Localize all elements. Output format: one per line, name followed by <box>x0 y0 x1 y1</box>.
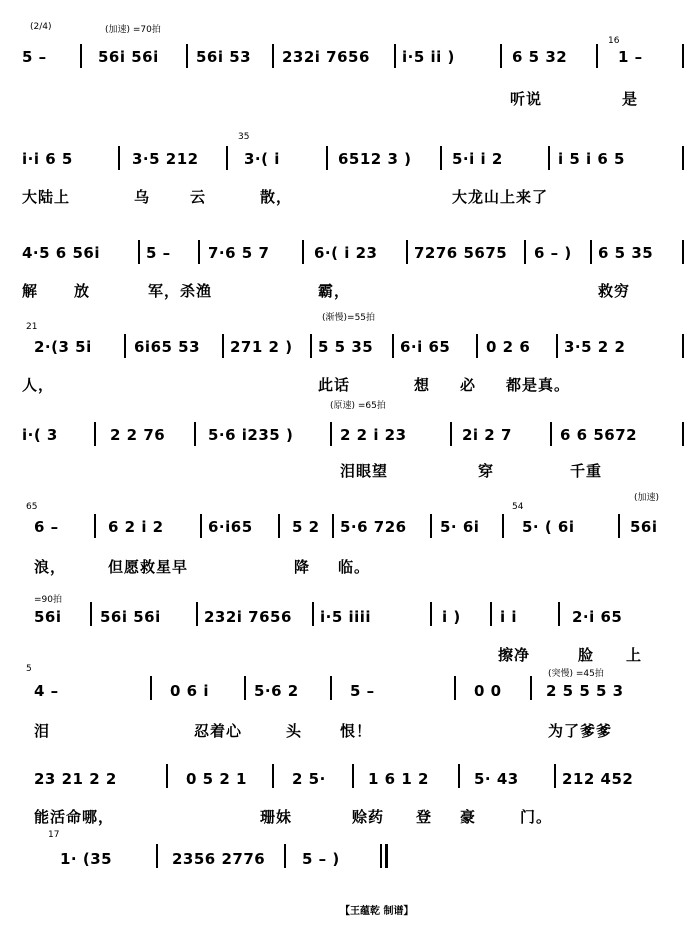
bar-line <box>326 146 328 170</box>
lyric: 能活命哪， <box>34 808 115 826</box>
bar-line <box>352 764 354 788</box>
lyric: 此话 <box>318 376 351 394</box>
note-group: 56i 53 <box>196 48 252 66</box>
note-group: 6·i 65 <box>400 338 451 356</box>
bar-line <box>124 334 126 358</box>
note-group: 6 2 i 2 <box>108 518 164 536</box>
bar-line <box>272 44 274 68</box>
note-group: 6 6 5672 <box>560 426 638 444</box>
bar-line <box>80 44 82 68</box>
lyric: 登 <box>416 808 433 826</box>
note-group: 4·5 6 56i <box>22 244 100 262</box>
note-group: 5 – <box>22 48 47 66</box>
lyric: 想 <box>414 376 431 394</box>
bar-line <box>94 514 96 538</box>
bar-line <box>618 514 620 538</box>
note-group: 6·( i 23 <box>314 244 378 262</box>
note-group: 5· ( 6i <box>522 518 575 536</box>
note-group: 5 – ) <box>302 850 340 868</box>
lyric: 门。 <box>520 808 553 826</box>
bar-line <box>682 146 684 170</box>
bar-line <box>90 602 92 626</box>
score-line-1 <box>0 20 697 120</box>
lyric: 为了爹爹 <box>548 722 613 740</box>
note-group: 2·i 65 <box>572 608 623 626</box>
lyric: 必 <box>460 376 477 394</box>
lyric: 都是真。 <box>506 376 571 394</box>
note-group: 56i 56i <box>100 608 161 626</box>
bar-line <box>554 764 556 788</box>
bar-line <box>200 514 202 538</box>
bar-line <box>118 146 120 170</box>
note-group: 6 – <box>34 518 59 536</box>
bar-line <box>682 422 684 446</box>
note-group: 232i 7656 <box>204 608 292 626</box>
duration-mark: 5 <box>26 664 32 674</box>
bar-line <box>430 514 432 538</box>
bar-line <box>284 844 286 868</box>
note-group: 0 2 6 <box>486 338 531 356</box>
lyric: 恨！ <box>340 722 373 740</box>
note-group: i 5 i 6 5 <box>558 150 625 168</box>
note-group: 6 5 35 <box>598 244 654 262</box>
note-group: 6512 3 ) <box>338 150 412 168</box>
lyric: 放 <box>74 282 91 300</box>
transcriber-credit: 【王蕴乾 制谱】 <box>340 906 414 917</box>
duration-mark: 54 <box>512 502 524 512</box>
note-group: 5 2 <box>292 518 320 536</box>
score-line-6 <box>0 486 697 586</box>
bar-line <box>392 334 394 358</box>
lyric: 救穷 <box>598 282 631 300</box>
note-group: 23 21 2 2 <box>34 770 117 788</box>
lyric: 浪， <box>34 558 67 576</box>
lyric: 是 <box>622 90 639 108</box>
bar-line <box>548 146 550 170</box>
bar-line <box>166 764 168 788</box>
bar-line <box>530 676 532 700</box>
bar-line <box>312 602 314 626</box>
note-group: 5 5 35 <box>318 338 374 356</box>
bar-line <box>302 240 304 264</box>
note-group: 6i65 53 <box>134 338 201 356</box>
tempo-marking: (原速) =65拍 <box>330 401 386 411</box>
duration-mark: 35 <box>238 132 250 142</box>
lyric: 解 <box>22 282 39 300</box>
score-line-8 <box>0 660 697 760</box>
lyric: 临。 <box>338 558 371 576</box>
note-group: 5 – <box>350 682 375 700</box>
bar-line <box>524 240 526 264</box>
note-group: 0 6 i <box>170 682 209 700</box>
note-group: 2356 2776 <box>172 850 266 868</box>
bar-line <box>186 44 188 68</box>
bar-line <box>590 240 592 264</box>
bar-line <box>556 334 558 358</box>
lyric: 降 <box>294 558 311 576</box>
bar-line <box>310 334 312 358</box>
note-group: i i <box>500 608 518 626</box>
lyric: 乌 <box>134 188 151 206</box>
note-group: 6 – ) <box>534 244 572 262</box>
lyric: 但愿救星早 <box>108 558 189 576</box>
note-group: 1 6 1 2 <box>368 770 429 788</box>
bar-line <box>330 422 332 446</box>
note-group: 2i 2 7 <box>462 426 512 444</box>
bar-line <box>330 676 332 700</box>
note-group: 3·( i <box>244 150 280 168</box>
lyric: 豪 <box>460 808 477 826</box>
bar-line <box>278 514 280 538</box>
bar-line <box>332 514 334 538</box>
note-group: 4 – <box>34 682 59 700</box>
note-group: 2 5 5 5 3 <box>546 682 624 700</box>
lyric: 云 <box>190 188 207 206</box>
lyric: 千重 <box>570 462 603 480</box>
note-group: 3·5 2 2 <box>564 338 626 356</box>
bar-line <box>138 240 140 264</box>
note-group: 5· 43 <box>474 770 519 788</box>
score-line-4 <box>0 306 697 406</box>
lyric: 头 <box>286 722 303 740</box>
note-group: 5· 6i <box>440 518 480 536</box>
bar-line <box>558 602 560 626</box>
bar-line <box>682 44 684 68</box>
bar-line <box>150 676 152 700</box>
key-signature: (2/4) <box>30 22 52 32</box>
note-group: 56i <box>630 518 658 536</box>
final-bar-line-thick <box>385 844 388 868</box>
bar-line <box>682 334 684 358</box>
note-group: 1 – <box>618 48 643 66</box>
final-bar-line <box>380 844 382 868</box>
note-group: 212 452 <box>562 770 634 788</box>
duration-mark: 65 <box>26 502 38 512</box>
tempo-marking: =90拍 <box>34 595 62 605</box>
note-group: 56i <box>34 608 62 626</box>
lyric: 散， <box>260 188 293 206</box>
bar-line <box>450 422 452 446</box>
note-group: 7·6 5 7 <box>208 244 270 262</box>
bar-line <box>454 676 456 700</box>
bar-line <box>194 422 196 446</box>
note-group: 5·6 2 <box>254 682 299 700</box>
bar-line <box>94 422 96 446</box>
lyric: 穿 <box>478 462 495 480</box>
bar-line <box>394 44 396 68</box>
note-group: 6 5 32 <box>512 48 568 66</box>
tempo-marking: (渐慢)=55拍 <box>322 313 376 323</box>
bar-line <box>502 514 504 538</box>
note-group: 271 2 ) <box>230 338 293 356</box>
note-group: i ) <box>442 608 461 626</box>
bar-line <box>196 602 198 626</box>
duration-mark: 21 <box>26 322 38 332</box>
bar-line <box>430 602 432 626</box>
lyric: 大陆上 <box>22 188 71 206</box>
lyric: 赊药 <box>352 808 385 826</box>
lyric: 泪 <box>34 722 51 740</box>
bar-line <box>198 240 200 264</box>
duration-mark: 17 <box>48 830 60 840</box>
lyric: 珊妹 <box>260 808 293 826</box>
note-group: 2 5· <box>292 770 326 788</box>
bar-line <box>458 764 460 788</box>
lyric: 忍着心 <box>194 722 243 740</box>
note-group: 3·5 212 <box>132 150 199 168</box>
note-group: i·5 iiii <box>320 608 372 626</box>
note-group: i·i 6 5 <box>22 150 73 168</box>
score-line-5 <box>0 396 697 496</box>
bar-line <box>682 240 684 264</box>
lyric: 人， <box>22 376 55 394</box>
note-group: 5·i i 2 <box>452 150 503 168</box>
note-group: 232i 7656 <box>282 48 370 66</box>
note-group: 0 0 <box>474 682 502 700</box>
note-group: 5 – <box>146 244 171 262</box>
tempo-marking: (突慢) =45拍 <box>548 669 604 679</box>
lyric: 脸 <box>578 646 595 664</box>
note-group: 2·(3 5i <box>34 338 92 356</box>
bar-line <box>476 334 478 358</box>
tempo-marking: (加速) =70拍 <box>105 25 161 35</box>
lyric: 军，杀渔 <box>148 282 213 300</box>
note-group: 5·6 i235 ) <box>208 426 294 444</box>
bar-line <box>226 146 228 170</box>
lyric: 听说 <box>510 90 543 108</box>
tempo-marking: (加速) <box>634 493 660 503</box>
bar-line <box>550 422 552 446</box>
lyric: 泪眼望 <box>340 462 389 480</box>
bar-line <box>406 240 408 264</box>
bar-line <box>156 844 158 868</box>
bar-line <box>440 146 442 170</box>
note-group: i·5 ii ) <box>402 48 455 66</box>
note-group: 2 2 i 23 <box>340 426 407 444</box>
bar-line <box>222 334 224 358</box>
duration-mark: 16 <box>608 36 620 46</box>
bar-line <box>490 602 492 626</box>
note-group: 0 5 2 1 <box>186 770 247 788</box>
score-line-2 <box>0 128 697 228</box>
lyric: 大龙山上来了 <box>452 188 549 206</box>
lyric: 霸， <box>318 282 351 300</box>
note-group: 6·i65 <box>208 518 253 536</box>
note-group: 56i 56i <box>98 48 159 66</box>
lyric: 上 <box>626 646 643 664</box>
note-group: 2 2 76 <box>110 426 166 444</box>
note-group: 1· (35 <box>60 850 113 868</box>
note-group: 5·6 726 <box>340 518 407 536</box>
bar-line <box>500 44 502 68</box>
bar-line <box>272 764 274 788</box>
bar-line <box>244 676 246 700</box>
note-group: i·( 3 <box>22 426 58 444</box>
lyric: 擦净 <box>498 646 531 664</box>
note-group: 7276 5675 <box>414 244 508 262</box>
bar-line <box>596 44 598 68</box>
